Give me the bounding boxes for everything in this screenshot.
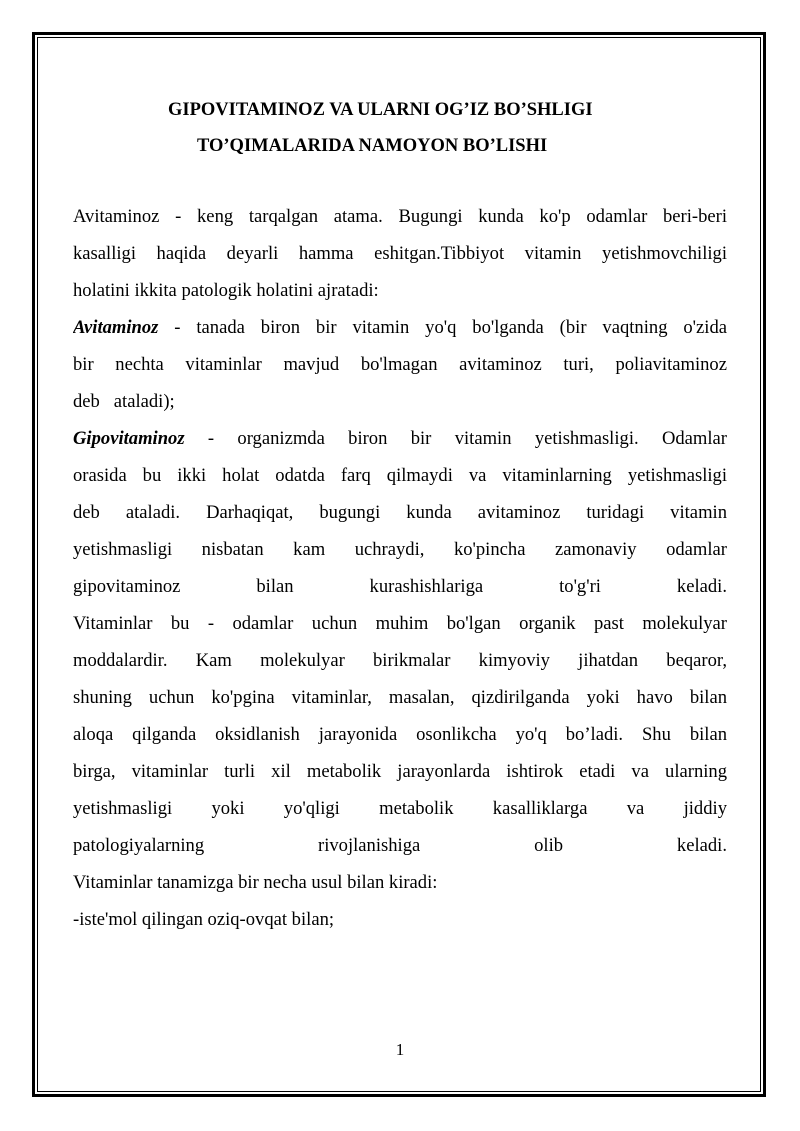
document-title-line-2: TO’QIMALARIDA NAMOYON BO’LISHI bbox=[197, 136, 548, 156]
term-gipovitaminoz: Gipovitaminoz bbox=[73, 428, 185, 449]
body-line-1: Avitaminoz - keng tarqalgan atama. Bugungi kunda ko'p odamlar beri-beri bbox=[73, 206, 727, 227]
body-line-2: kasalligi haqida deyarli hamma eshitgan.Tibbiyot vitamin yetishmovchiligi bbox=[73, 243, 727, 264]
term-avitaminoz: Avitaminoz bbox=[73, 317, 159, 338]
page-border-inner bbox=[37, 37, 761, 1092]
body-line-17: yetishmasligi yoki yo'qligi metabolik kasalliklarga va jiddiy bbox=[73, 798, 727, 819]
body-line-9: deb ataladi. Darhaqiqat, bugungi kunda avitaminoz turidagi vitamin bbox=[73, 502, 727, 523]
body-line-10: yetishmasligi nisbatan kam uchraydi, ko'pincha zamonaviy odamlar bbox=[73, 539, 727, 560]
body-line-4 bbox=[73, 316, 727, 340]
body-line-7-rest: - organizmda biron bir vitamin yetishmasligi. Odamlar bbox=[184, 428, 727, 449]
body-line-20: -iste'mol qilingan oziq-ovqat bilan; bbox=[73, 909, 335, 930]
body-line-7 bbox=[73, 427, 727, 451]
body-line-11: gipovitaminoz bilan kurashishlariga to'g'ri keladi. bbox=[73, 576, 727, 597]
body-line-12: Vitaminlar bu - odamlar uchun muhim bo'lgan organik past molekulyar bbox=[73, 613, 727, 634]
body-line-18: patologiyalarning rivojlanishiga olib keladi. bbox=[73, 835, 727, 856]
body-line-6: deb ataladi); bbox=[73, 391, 175, 412]
body-line-16: birga, vitaminlar turli xil metabolik jarayonlarda ishtirok etadi va ularning bbox=[73, 761, 727, 782]
body-line-15: aloqa qilganda oksidlanish jarayonida osonlikcha yo'q bo’ladi. Shu bilan bbox=[73, 724, 727, 745]
document-title-line-1: GIPOVITAMINOZ VA ULARNI OG’IZ BO’SHLIGI bbox=[168, 100, 593, 120]
body-line-8: orasida bu ikki holat odatda farq qilmaydi va vitaminlarning yetishmasligi bbox=[73, 465, 727, 486]
body-line-3: holatini ikkita patologik holatini ajratadi: bbox=[73, 280, 379, 301]
body-line-4-rest: - tanada biron bir vitamin yo'q bo'lganda (bir vaqtning o'zida bbox=[158, 317, 727, 338]
body-line-13: moddalardir. Kam molekulyar birikmalar kimyoviy jihatdan beqaror, bbox=[73, 650, 727, 671]
body-line-19: Vitaminlar tanamizga bir necha usul bilan kiradi: bbox=[73, 872, 438, 893]
body-line-5: bir nechta vitaminlar mavjud bo'lmagan avitaminoz turi, poliavitaminoz bbox=[73, 354, 727, 375]
body-line-14: shuning uchun ko'pgina vitaminlar, masalan, qizdirilganda yoki havo bilan bbox=[73, 687, 727, 708]
page-number: 1 bbox=[395, 1040, 405, 1059]
